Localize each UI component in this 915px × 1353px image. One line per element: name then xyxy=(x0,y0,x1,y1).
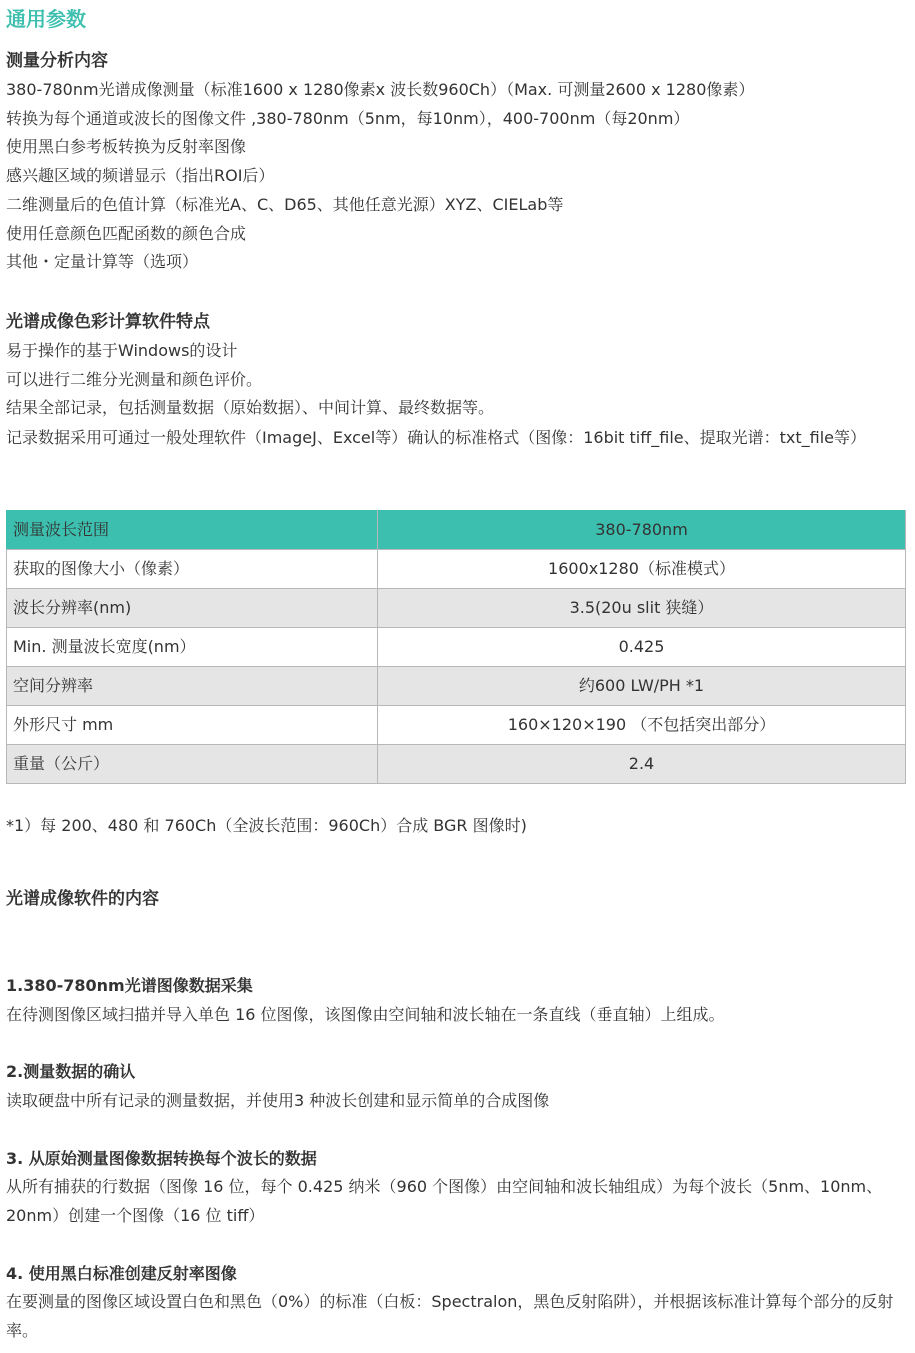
section-heading-analysis: 测量分析内容 xyxy=(6,51,108,71)
feature-line: 可以进行二维分光测量和颜色评价。 xyxy=(6,370,263,389)
table-row xyxy=(7,667,906,706)
section-heading-software: 光谱成像软件的内容 xyxy=(6,889,159,909)
spec-value: 1600x1280（标准模式） xyxy=(378,550,906,589)
spec-value: 3.5(20u slit 狭缝） xyxy=(378,589,906,628)
spec-label: 获取的图像大小（像素） xyxy=(7,550,378,589)
feature-paragraph: 记录数据采用可通过一般处理软件（ImageJ、Excel等）确认的标准格式（图像：16bit tiff_file、提取光谱：txt_file等） xyxy=(6,428,867,447)
item-text: 读取硬盘中所有记录的测量数据，并使用3 种波长创建和显示简单的合成图像 xyxy=(6,1091,550,1110)
table-row xyxy=(7,589,906,628)
spec-label: 外形尺寸 mm xyxy=(7,706,378,745)
spec-value: 380-780nm xyxy=(378,511,906,550)
item-heading: 3. 从原始测量图像数据转换每个波长的数据 xyxy=(6,1149,317,1168)
analysis-line: 二维测量后的色值计算（标准光A、C、D65、其他任意光源）XYZ、CIELab等 xyxy=(6,195,564,214)
table-row xyxy=(7,550,906,589)
item-heading: 2.测量数据的确认 xyxy=(6,1062,136,1081)
feature-line: 易于操作的基于Windows的设计 xyxy=(6,341,238,360)
item-text: 从所有捕获的行数据（图像 16 位，每个 0.425 纳米（960 个图像）由空间轴和波长轴组成）为每个波长（5nm、10nm、20nm）创建一个图像（16 位 tiff） xyxy=(6,1177,883,1225)
page-title: 通用参数 xyxy=(6,7,86,31)
analysis-line: 使用黑白参考板转换为反射率图像 xyxy=(6,137,247,156)
feature-line: 结果全部记录，包括测量数据（原始数据）、中间计算、最终数据等。 xyxy=(6,398,495,417)
analysis-line: 转换为每个通道或波长的图像文件 ,380-780nm（5nm，每10nm），400-700nm（每20nm） xyxy=(6,109,690,128)
table-row xyxy=(7,745,906,784)
analysis-line: 感兴趣区域的频谱显示（指出ROI后） xyxy=(6,166,275,185)
table-row xyxy=(7,628,906,667)
section-heading-features: 光谱成像色彩计算软件特点 xyxy=(6,312,210,332)
spec-label: Min. 测量波长宽度(nm） xyxy=(7,628,378,667)
spec-value: 160×120×190 （不包括突出部分） xyxy=(378,706,906,745)
spec-label: 空间分辨率 xyxy=(7,667,378,706)
spec-value: 约600 LW/PH *1 xyxy=(378,667,906,706)
spec-value: 0.425 xyxy=(378,628,906,667)
table-row xyxy=(7,511,906,550)
item-heading: 1.380-780nm光谱图像数据采集 xyxy=(6,976,253,995)
spec-label: 重量（公斤） xyxy=(7,745,378,784)
analysis-line: 使用任意颜色匹配函数的颜色合成 xyxy=(6,224,247,243)
table-row xyxy=(7,706,906,745)
spec-label: 波长分辨率(nm) xyxy=(7,589,378,628)
item-text: 在待测图像区域扫描并导入单色 16 位图像，该图像由空间轴和波长轴在一条直线（垂直轴）上组成。 xyxy=(6,1005,725,1024)
analysis-line: 380-780nm光谱成像测量（标准1600 x 1280像素x 波长数960Ch）（Max. 可测量2600 x 1280像素） xyxy=(6,80,755,99)
item-text: 在要测量的图像区域设置白色和黑色（0%）的标准（白板：Spectralon，黑色反射陷阱），并根据该标准计算每个部分的反射率。 xyxy=(6,1292,894,1340)
table-footnote: *1）每 200、480 和 760Ch（全波长范围：960Ch）合成 BGR 图像时) xyxy=(6,816,527,835)
item-heading: 4. 使用黑白标准创建反射率图像 xyxy=(6,1264,237,1283)
spec-value: 2.4 xyxy=(378,745,906,784)
analysis-line: 其他・定量计算等（选项） xyxy=(6,252,199,271)
spec-label: 测量波长范围 xyxy=(7,511,378,550)
spec-table xyxy=(6,510,906,784)
